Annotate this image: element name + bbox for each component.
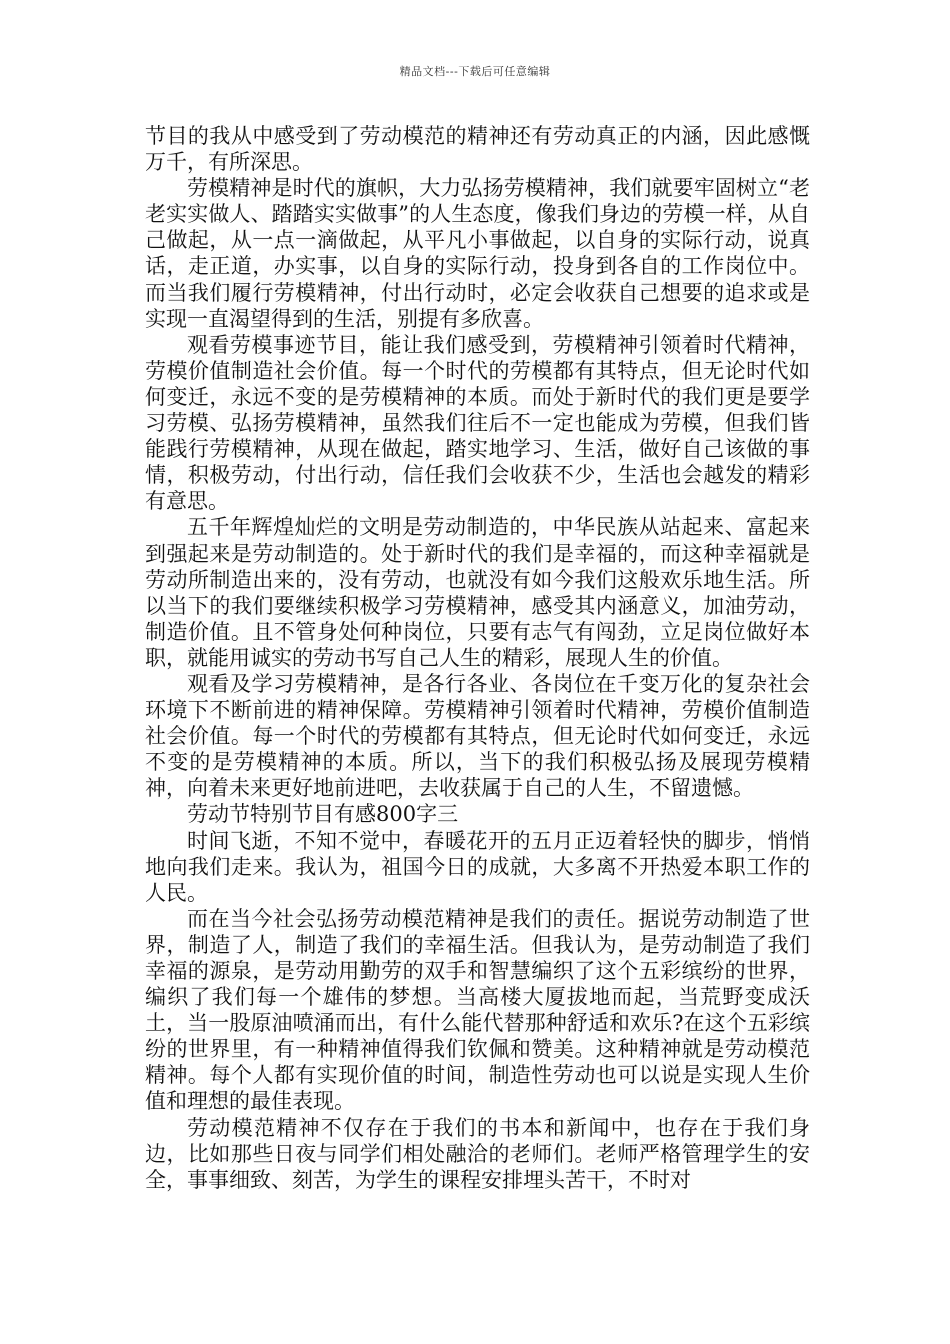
- paragraph: 劳模精神是时代的旗帜，大力弘扬劳模精神，我们就要牢固树立“老老实实做人、踏踏实实做事”的人生态度，像我们身边的劳模一样，从自己做起，从一点一滴做起，从平凡小事做起，以自身的实际行动，说真话，走正道，办实事，以自身的实际行动，投身到各自的工作岗位中。而当我们履行劳模精神，付出行动时，必定会收获自己想要的追求或是实现一直渴望得到的生活，别提有多欣喜。: [145, 176, 810, 331]
- paragraph: 时间飞逝，不知不觉中，春暖花开的五月正迈着轻快的脚步，悄悄地向我们走来。我认为，祖国今日的成就，大多离不开热爱本职工作的人民。: [145, 828, 810, 905]
- paragraph-continued: 节目的我从中感受到了劳动模范的精神还有劳动真正的内涵，因此感慨万千，有所深思。: [145, 124, 810, 175]
- paragraph: 五千年辉煌灿烂的文明是劳动制造的，中华民族从站起来、富起来到强起来是劳动制造的。处于新时代的我们是幸福的，而这种幸福就是劳动所制造出来的，没有劳动，也就没有如今我们这般欢乐地生活。所以当下的我们要继续积极学习劳模精神，感受其内涵意义，加油劳动，制造价值。且不管身处何种岗位，只要有志气有闯劲，立足岗位做好本职，就能用诚实的劳动书写自己人生的精彩，展现人生的价值。: [145, 515, 810, 670]
- paragraph: 观看及学习劳模精神，是各行各业、各岗位在千变万化的复杂社会环境下不断前进的精神保障。劳模精神引领着时代精神，劳模价值制造社会价值。每一个时代的劳模都有其特点，但无论时代如何变迁，永远不变的是劳模精神的本质。所以，当下的我们积极弘扬及展现劳模精神，向着未来更好地前进吧，去收获属于自己的人生，不留遗憾。: [145, 671, 810, 801]
- paragraph: 劳动模范精神不仅存在于我们的书本和新闻中，也存在于我们身边，比如那些日夜与同学们相处融洽的老师们。老师严格管理学生的安全，事事细致、刻苦，为学生的课程安排埋头苦干，不时对: [145, 1115, 810, 1192]
- paragraph: 观看劳模事迹节目，能让我们感受到，劳模精神引领着时代精神，劳模价值制造社会价值。每一个时代的劳模都有其特点，但无论时代如何变迁，永远不变的是劳模精神的本质。而处于新时代的我们更是要学习劳模、弘扬劳模精神，虽然我们往后不一定也能成为劳模，但我们皆能践行劳模精神，从现在做起，踏实地学习、生活，做好自己该做的事情，积极劳动，付出行动，信任我们会收获不少，生活也会越发的精彩有意思。: [145, 332, 810, 514]
- page-header: 精品文档---下载后可任意编辑: [399, 65, 551, 78]
- paragraph: 而在当今社会弘扬劳动模范精神是我们的责任。据说劳动制造了世界，制造了人，制造了我们的幸福生活。但我认为，是劳动制造了我们幸福的源泉，是劳动用勤劳的双手和智慧编织了这个五彩缤纷的世界，编织了我们每一个雄伟的梦想。当高楼大厦拔地而起，当荒野变成沃土，当一股原油喷涌而出，有什么能代替那种舒适和欢乐?在这个五彩缤纷的世界里，有一种精神值得我们钦佩和赞美。这种精神就是劳动模范精神。每个人都有实现价值的时间，制造性劳动也可以说是实现人生价值和理想的最佳表现。: [145, 906, 810, 1114]
- section-title: 劳动节特别节目有感800字三: [187, 802, 459, 827]
- document-body: [145, 123, 810, 1193]
